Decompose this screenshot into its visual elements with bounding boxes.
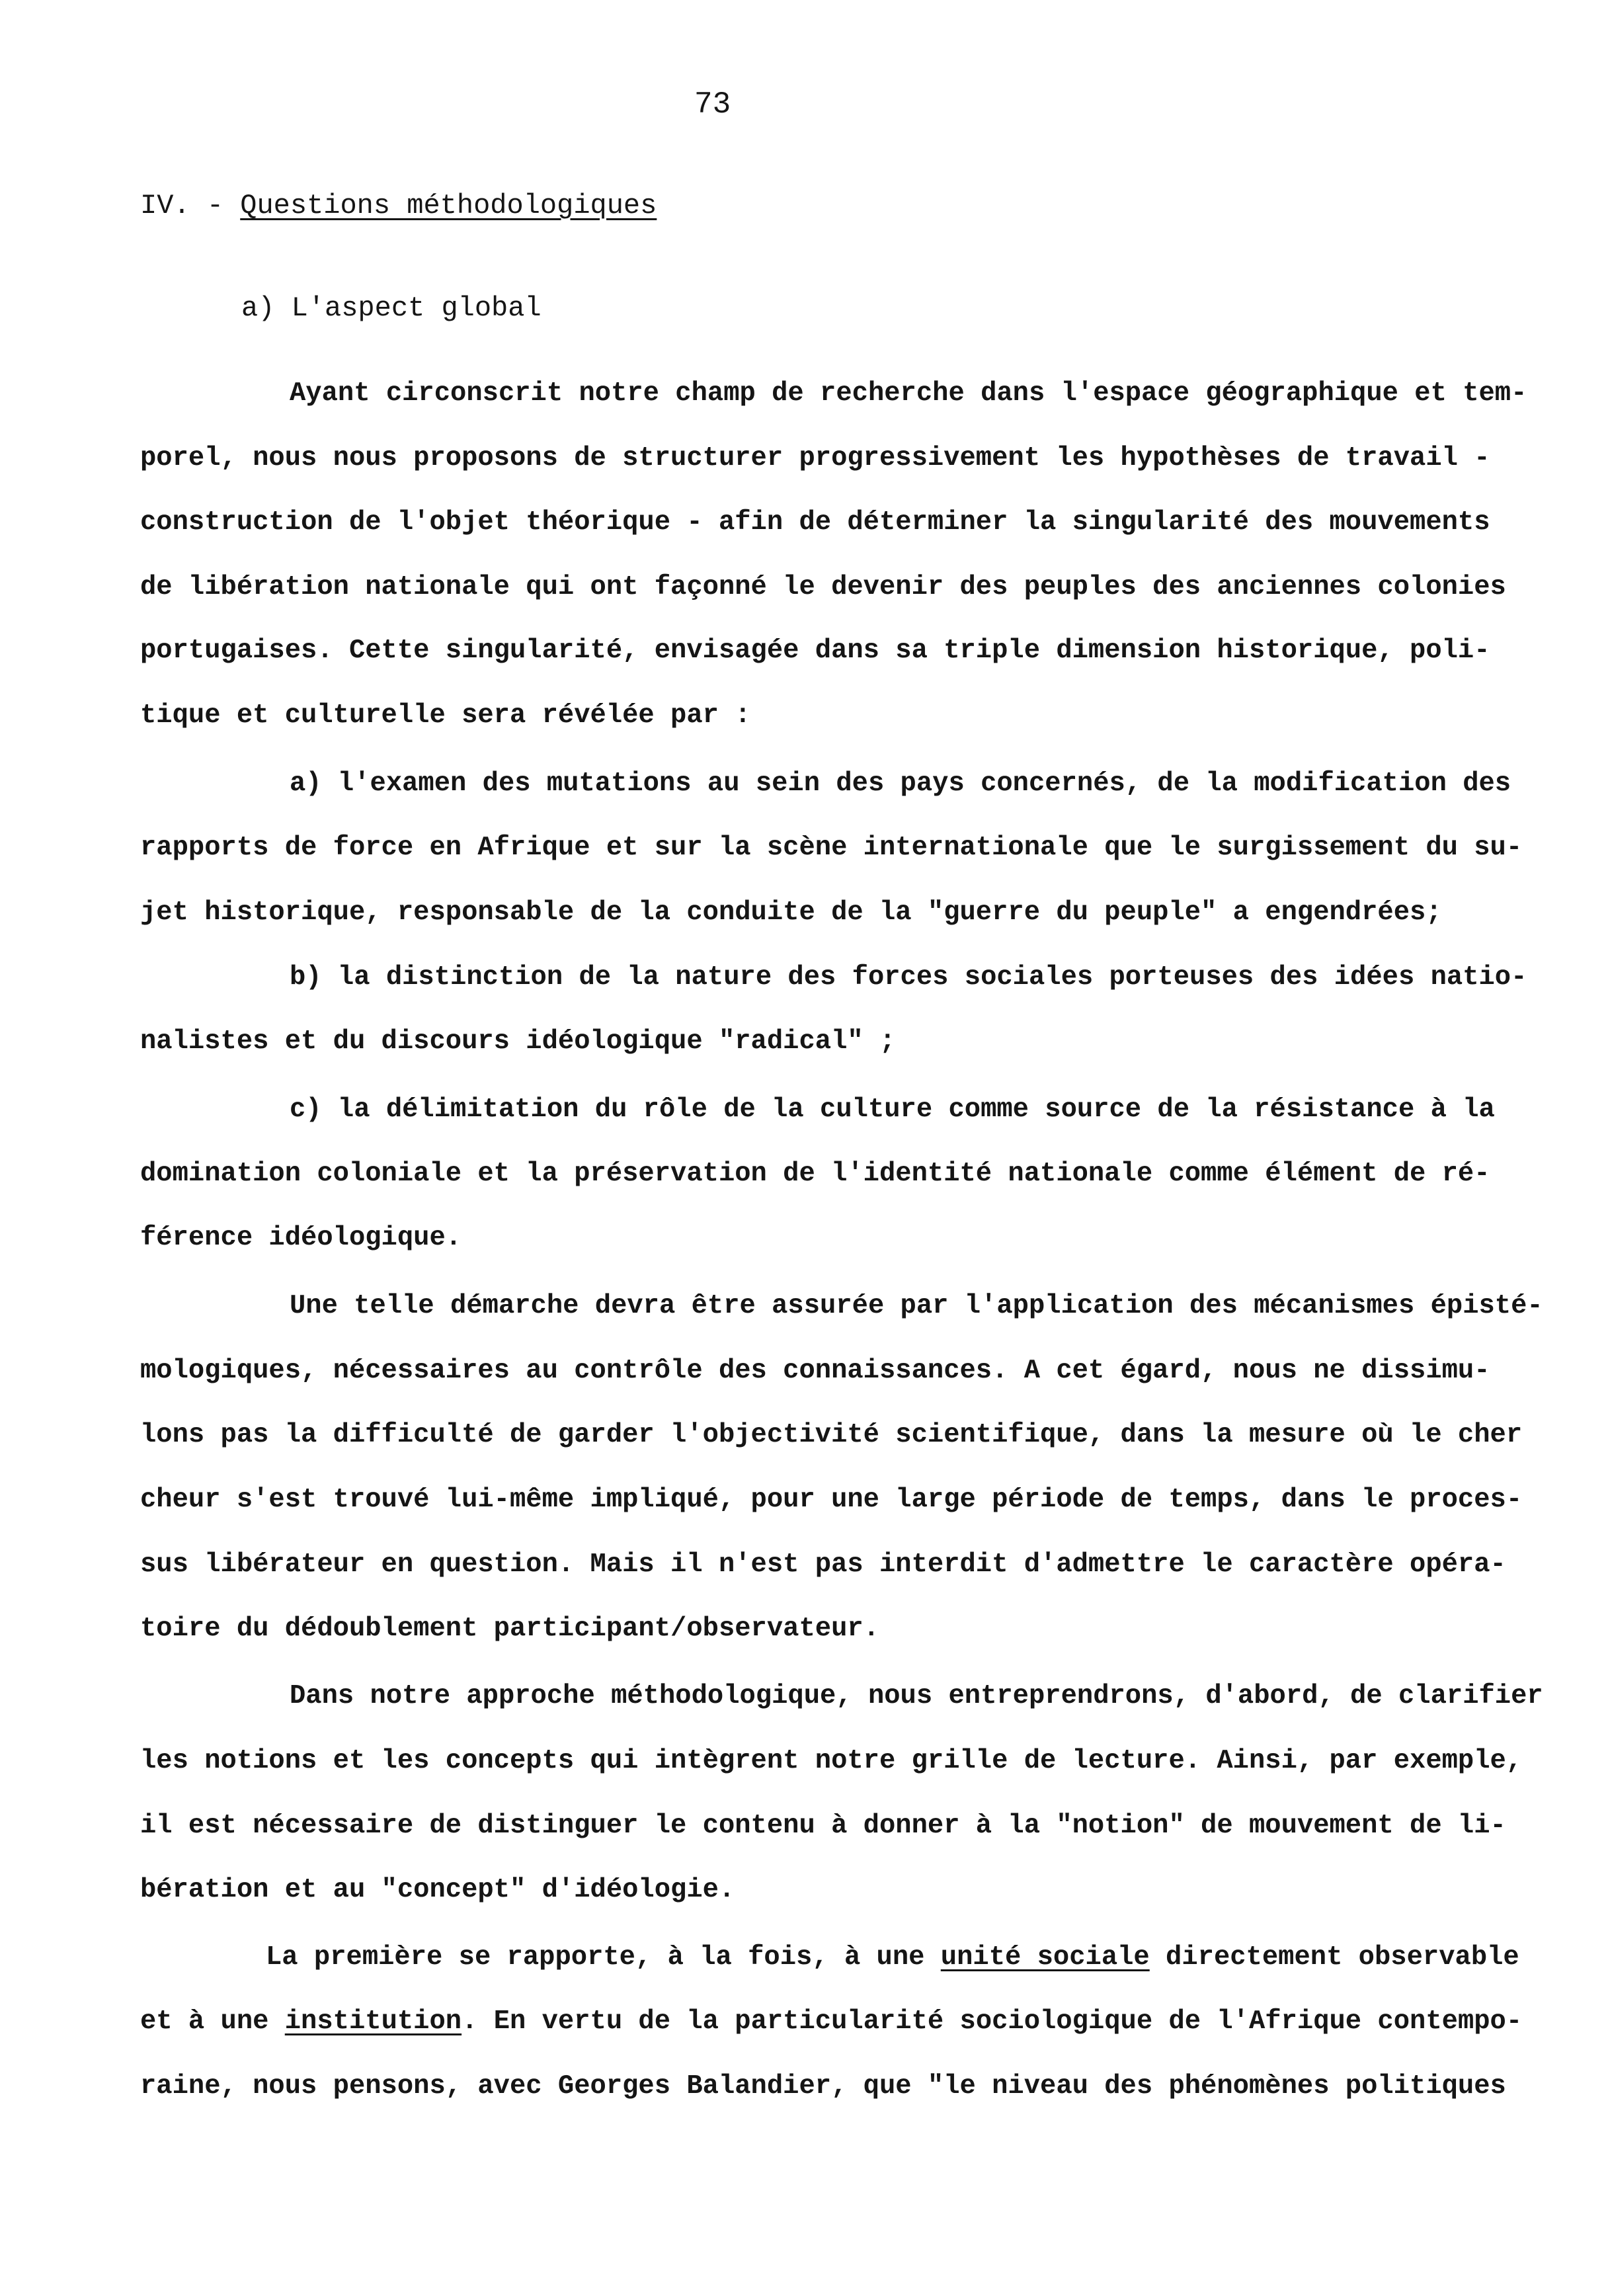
subsection-heading: a) L'aspect global <box>241 292 542 324</box>
paragraph-line: nalistes et du discours idéologique "radical" ; <box>140 1026 896 1057</box>
list-item-c: c) la délimitation du rôle de la culture comme source de la résistance à la <box>290 1094 1495 1125</box>
paragraph-line: domination coloniale et la préservation de l'identité nationale comme élément de ré- <box>140 1159 1490 1189</box>
paragraph-line: sus libérateur en question. Mais il n'est pas interdit d'admettre le caractère opéra- <box>140 1549 1506 1580</box>
list-item-a: a) l'examen des mutations au sein des pays concernés, de la modification des <box>290 768 1511 799</box>
paragraph-line: il est nécessaire de distinguer le contenu à donner à la "notion" de mouvement de li- <box>140 1811 1506 1841</box>
page-number: 73 <box>694 87 731 122</box>
section-heading <box>140 192 657 220</box>
paragraph-line: mologiques, nécessaires au contrôle des connaissances. A cet égard, nous ne dissimu- <box>140 1356 1490 1386</box>
paragraph-line: cheur s'est trouvé lui-même impliqué, pour une large période de temps, dans le proces- <box>140 1485 1523 1515</box>
paragraph-line <box>266 1944 1519 1971</box>
underlined-term-institution: institution <box>284 2006 462 2037</box>
list-item-b: b) la distinction de la nature des forces sociales porteuses des idées natio- <box>290 962 1527 993</box>
paragraph-line: construction de l'objet théorique - afin de déterminer la singularité des mouvements <box>140 507 1490 538</box>
paragraph-line: toire du dédoublement participant/observateur. <box>140 1614 879 1644</box>
paragraph-line: raine, nous pensons, avec Georges Balandier, que "le niveau des phénomènes politiques <box>140 2071 1506 2102</box>
paragraph-line: férence idéologique. <box>140 1223 462 1253</box>
text-run: La première se rapporte, à la fois, à une <box>266 1942 941 1973</box>
paragraph-line: jet historique, responsable de la conduite de la "guerre du peuple" a engendrées; <box>140 897 1442 928</box>
text-run: et à une <box>140 2006 285 2037</box>
paragraph-line: rapports de force en Afrique et sur la scène internationale que le surgissement du su- <box>140 833 1523 863</box>
paragraph-line <box>140 2008 1522 2035</box>
section-title: Questions méthodologiques <box>240 190 657 222</box>
paragraph-line: lons pas la difficulté de garder l'objectivité scientifique, dans la mesure où le cher <box>140 1420 1523 1450</box>
text-run: . En vertu de la particularité sociologique de l'Afrique contempo- <box>462 2006 1523 2037</box>
paragraph-line: de libération nationale qui ont façonné le devenir des peuples des anciennes colonies <box>140 572 1506 602</box>
paragraph-line: Dans notre approche méthodologique, nous entreprendrons, d'abord, de clarifier <box>290 1681 1543 1711</box>
underlined-term-unite-sociale: unité sociale <box>940 1942 1150 1973</box>
paragraph-line: porel, nous nous proposons de structurer progressivement les hypothèses de travail - <box>140 443 1490 473</box>
paragraph-line: portugaises. Cette singularité, envisagée dans sa triple dimension historique, poli- <box>140 636 1490 666</box>
paragraph-line: les notions et les concepts qui intègrent notre grille de lecture. Ainsi, par exemple, <box>140 1746 1523 1776</box>
paragraph-line: Ayant circonscrit notre champ de recherche dans l'espace géographique et tem- <box>290 378 1527 409</box>
section-prefix: IV. - <box>140 190 241 222</box>
paragraph-line: tique et culturelle sera révélée par : <box>140 700 751 731</box>
text-run: directement observable <box>1149 1942 1519 1973</box>
paragraph-line: bération et au "concept" d'idéologie. <box>140 1875 735 1905</box>
paragraph-line: Une telle démarche devra être assurée par l'application des mécanismes épisté- <box>290 1291 1543 1321</box>
